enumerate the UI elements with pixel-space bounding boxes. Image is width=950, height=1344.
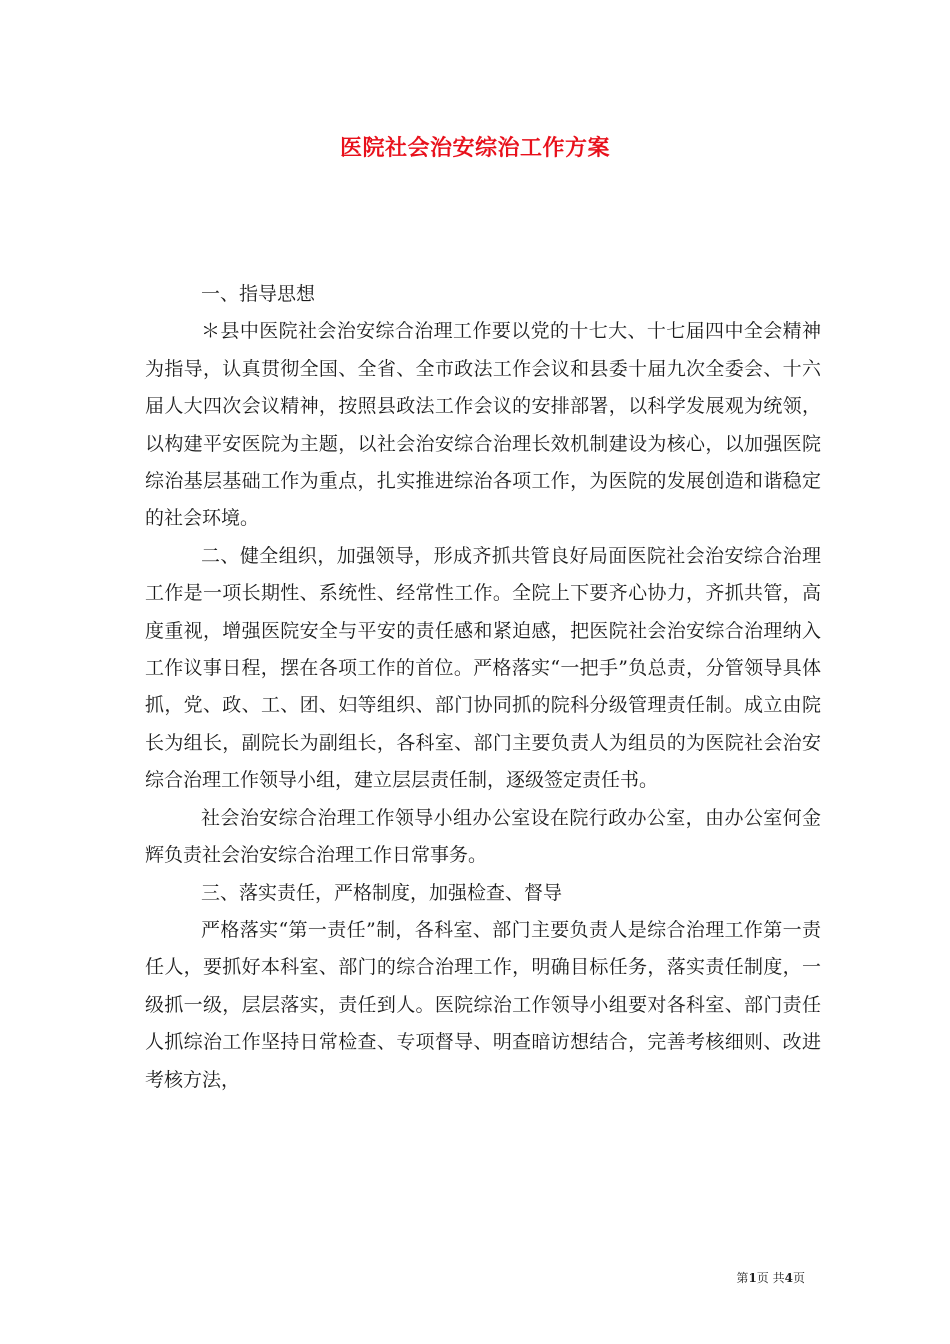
body-paragraph: 社会治安综合治理工作领导小组办公室设在院行政办公室，由办公室何金辉负责社会治安综合治理工作日常事务。 xyxy=(145,806,821,867)
page-number-footer xyxy=(736,1270,805,1286)
section-heading-guiding-ideology: 一、指导思想 xyxy=(201,283,316,305)
body-paragraph: ＊县中医院社会治安综合治理工作要以党的十七大、十七届四中全会精神为指导，认真贯彻全国、全省、全市政法工作会议和县委十届九次全委会、十六届人大四次会议精神，按照县政法工作会议的安排部署，以科学发展观为统领，以构建平安医院为主题，以社会治安综合治理长效机制建设为核心，以加强医院综治基层基础工作为重点，扎实推进综治各项工作，为医院的发展创造和谐稳定的社会环境。 xyxy=(145,320,821,530)
document-body xyxy=(145,276,821,1099)
total-pages-number: 4 xyxy=(784,1271,793,1285)
footer-middle: 页 共 xyxy=(756,1271,785,1285)
body-paragraph: 严格落实“第一责任”制，各科室、部门主要负责人是综合治理工作第一责任人，要抓好本科室、部门的综合治理工作，明确目标任务，落实责任制度，一级抓一级，层层落实，责任到人。医院综治工作领导小组要对各科室、部门责任人抓综治工作坚持日常检查、专项督导、明查暗访想结合，完善考核细则、改进考核方法， xyxy=(145,918,821,1091)
footer-suffix: 页 xyxy=(792,1271,805,1285)
section-heading-responsibility: 三、落实责任，严格制度，加强检查、督导 xyxy=(201,881,563,904)
section-heading-organization: 二、健全组织，加强领导，形成齐抓共管良好局面医院社会治安综合治理工作是一项长期性、系统性、经常性工作。全院上下要齐心协力，齐抓共管，高度重视，增强医院安全与平安的责任感和紧迫感，把医院社会治安综合治理纳入工作议事日程，摆在各项工作的首位。严格落实“一把手”负总责，分管领导具体抓，党、政、工、团、妇等组织、部门协同抓的院科分级管理责任制。成立由院长为组长，副院长为副组长，各科室、部门主要负责人为组员的为医院社会治安综合治理工作领导小组，建立层层责任制，逐级签定责任书。 xyxy=(145,544,821,792)
current-page-number: 1 xyxy=(748,1271,757,1285)
footer-prefix: 第 xyxy=(736,1271,749,1285)
document-title: 医院社会治安综治工作方案 xyxy=(339,135,610,161)
